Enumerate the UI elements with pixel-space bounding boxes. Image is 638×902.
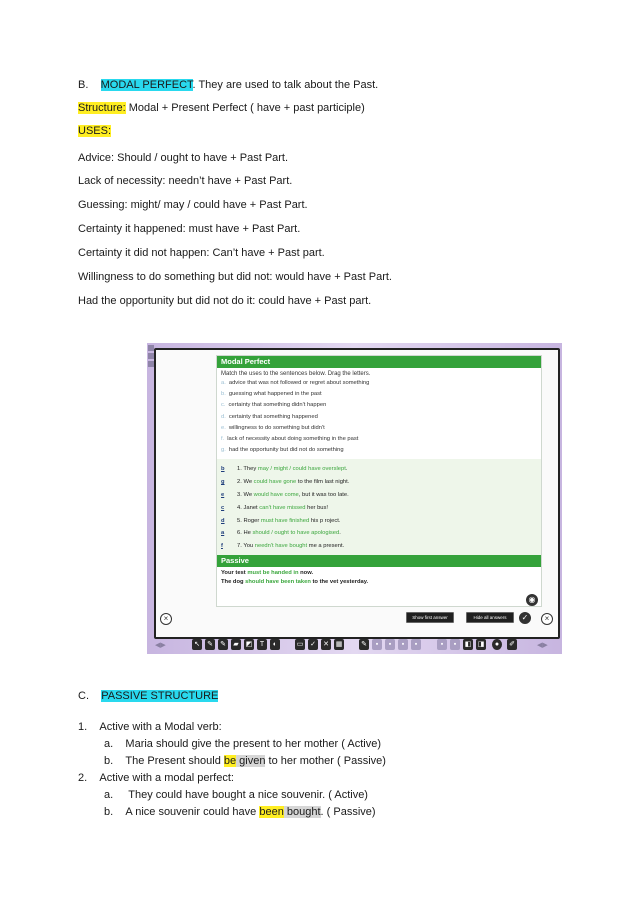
passive-examples <box>217 567 541 589</box>
panel-title: Modal Perfect <box>217 356 541 368</box>
pointer-icon[interactable]: ↖ <box>192 639 202 650</box>
section-c-title: PASSIVE STRUCTURE <box>101 690 219 702</box>
list-item: 2. Active with a modal perfect: <box>78 772 234 784</box>
option-item[interactable]: f. lack of necessity about doing something in the past <box>221 436 359 443</box>
structure-label: Structure: <box>78 102 126 114</box>
option-item[interactable]: b. guessing what happened in the past <box>221 391 322 398</box>
drop-slot[interactable]: d <box>221 517 225 524</box>
text-icon[interactable]: T <box>257 639 267 650</box>
list-item: 1. Active with a Modal verb: <box>78 721 222 733</box>
tool-icon[interactable]: ▪ <box>450 639 460 650</box>
drop-slot[interactable]: e <box>221 492 225 499</box>
answer-row: a 6. He should / ought to have apologised. <box>217 527 541 540</box>
drop-slot[interactable]: b <box>221 466 225 473</box>
edit-icon[interactable]: ✎ <box>359 639 369 650</box>
toolbar <box>147 636 562 654</box>
drop-slot[interactable]: g <box>221 479 225 486</box>
option-item[interactable]: a. advice that was not followed or regret about something <box>221 380 370 386</box>
tool-icon[interactable]: ▪ <box>411 639 421 650</box>
use-item: Willingness to do something but did not: would have + Past Part. <box>78 271 392 283</box>
exercise-screen <box>154 348 560 639</box>
drop-slot[interactable]: c <box>221 504 225 511</box>
check-icon[interactable]: ✓ <box>519 612 531 624</box>
option-item[interactable]: c. certainty that something didn't happen <box>221 402 327 409</box>
camera-icon[interactable]: ◧ <box>464 641 472 648</box>
structure-line <box>78 101 365 115</box>
show-first-answer-button[interactable]: Show first answer <box>406 612 454 623</box>
sub-item: b. A nice souvenir could have been bought. ( Passive) <box>104 806 376 818</box>
brush-icon[interactable]: ✐ <box>507 639 517 650</box>
section-b-title: MODAL PERFECT <box>100 79 193 91</box>
panel-instruction: Match the uses to the sentences below. Drag the letters. <box>221 371 371 377</box>
passive-line: The dog should have been taken to the vet yesterday. <box>221 579 369 585</box>
uses-line <box>78 124 111 138</box>
use-item: Certainty it happened: must have + Past Part. <box>78 223 301 235</box>
answer-row: d 5. Roger must have finished his p roject. <box>217 515 541 528</box>
tool-icon[interactable]: ▪ <box>372 639 382 650</box>
option-item[interactable]: e. willingness to do something but didn't <box>221 424 325 431</box>
tick-icon[interactable]: ✓ <box>308 639 318 650</box>
option-item[interactable]: g. had the opportunity but did not do something <box>221 447 344 454</box>
arrow-left-icon[interactable]: ◀▶ <box>155 642 166 649</box>
tool-icon[interactable]: ▪ <box>398 639 408 650</box>
shapes-icon[interactable]: ◩ <box>245 641 253 648</box>
settings-icon[interactable]: ● <box>492 639 502 650</box>
answer-row: g 2. We could have gone to the film last night. <box>217 476 541 489</box>
sub-item: a. Maria should give the present to her mother ( Active) <box>104 738 381 750</box>
sub-item: a. They could have bought a nice souvenir. ( Active) <box>104 789 368 801</box>
tool-icon[interactable]: ▪ <box>385 639 395 650</box>
spotlight-icon[interactable]: ◐ <box>270 639 280 650</box>
arrow-right-icon[interactable]: ◀▶ <box>537 642 548 649</box>
pen-icon[interactable]: ✎ <box>205 639 215 650</box>
use-item: Had the opportunity but did not do it: could have + Past part. <box>78 295 372 307</box>
drop-slot[interactable]: f <box>221 543 223 550</box>
close-icon[interactable]: × <box>160 613 172 625</box>
section-b-intro: . They are used to talk about the Past. <box>192 79 379 91</box>
option-item[interactable]: d. certainty that something happened <box>221 413 318 420</box>
grid-icon[interactable]: ▦ <box>335 641 343 648</box>
passive-line: Your test must be handed in now. <box>221 570 314 576</box>
section-c-heading <box>78 689 218 703</box>
use-item: Lack of necessity: needn’t have + Past Part. <box>78 175 293 187</box>
modal-perfect-panel <box>216 355 542 607</box>
uses-label: USES: <box>78 125 112 137</box>
hide-all-answers-button[interactable]: Hide all answers <box>466 612 514 623</box>
highlighter-icon[interactable]: ▰ <box>231 639 241 650</box>
structure-text: Modal + Present Perfect ( have + past participle) <box>125 102 365 114</box>
answer-row: c 4. Janet can't have missed her bus! <box>217 502 541 515</box>
answer-row: e 3. We would have come, but it was too late. <box>217 489 541 502</box>
section-c-label: C. <box>78 690 89 702</box>
eraser-icon[interactable]: ▭ <box>296 641 304 648</box>
cross-icon[interactable]: ✕ <box>321 639 331 650</box>
answer-row: f 7. You needn't have bought me a present. <box>217 540 541 553</box>
close-icon[interactable]: × <box>541 613 553 625</box>
passive-title: Passive <box>217 555 541 567</box>
section-b-label: B. <box>78 79 89 91</box>
options-list <box>217 378 541 456</box>
answer-row: b 1. They may / might / could have overslept. <box>217 463 541 476</box>
use-item: Certainty it did not happen: Can’t have + Past part. <box>78 247 325 259</box>
exercise-screenshot <box>147 343 562 654</box>
camera-icon[interactable]: ◨ <box>477 641 485 648</box>
use-item: Guessing: might/ may / could have + Past Part. <box>78 199 308 211</box>
drop-slot[interactable]: a <box>221 530 225 537</box>
pen-icon[interactable]: ✎ <box>218 639 228 650</box>
answers-list <box>217 459 541 555</box>
audio-icon[interactable]: ◉ <box>526 594 538 606</box>
use-item: Advice: Should / ought to have + Past Part. <box>78 152 289 164</box>
tool-icon[interactable]: ▪ <box>437 639 447 650</box>
sub-item: b. The Present should be given to her mother ( Passive) <box>104 755 386 767</box>
section-b-heading <box>78 78 378 92</box>
